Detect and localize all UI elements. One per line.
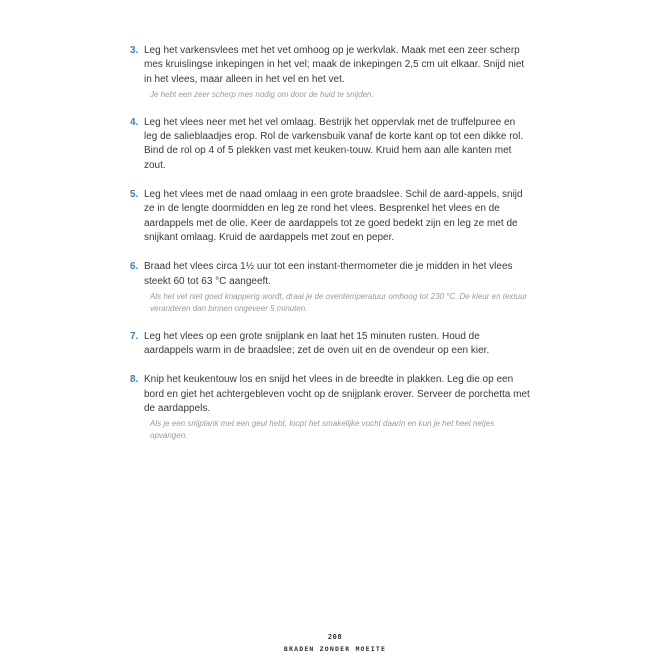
step-instruction: Braad het vlees circa 1½ uur tot een instant-thermometer die je midden in het vlees steekt 60 tot 63 °C aangeeft. (144, 261, 513, 287)
step-instruction: Leg het vlees neer met het vel omlaag. Bestrijk het oppervlak met de truffelpuree en leg de salieblaadjes erop. Rol de varkensbuik vanaf de korte kant op tot een dikke rol. Bind de rol op 4 of 5 plekken vast met keuken-touw. Kruid hem aan alle kanten met zout. (144, 116, 524, 171)
step-instruction: Leg het varkensvlees met het vet omhoog op je werkvlak. Maak met een zeer scherp mes kruislingse inkepingen in het vel; maak de inkepingen 2,5 cm uit elkaar. Snijd niet in het vlees, maar alleen in het vel en het vet. (144, 45, 525, 85)
recipe-step-5 (130, 188, 530, 245)
step-number: 5. (130, 189, 139, 201)
recipe-step-8 (130, 373, 530, 442)
step-tip: Als je een snijplank met een geul hebt, loopt het smakelijke vocht daarin en kun je het heel netjes opvangen. (150, 419, 495, 441)
recipe-steps (130, 44, 530, 457)
recipe-step-4 (130, 116, 530, 173)
page-number: 208 (327, 633, 343, 641)
step-instruction: Leg het vlees met de naad omlaag in een grote braadslee. Schil de aard-appels, snijd ze in de lengte doormidden en leg ze rond het vlees. Besprenkel het vlees en de aardappels met de olie. Keer de aardappels tot ze goed bedekt zijn en leg ze met de snijkant omlaag. Kruid de aardappels met zout en peper. (144, 189, 523, 243)
step-instruction: Leg het vlees op een grote snijplank en laat het 15 minuten rusten. Houd de aardappels warm in de braadslee; zet de oven uit en de ovendeur op een kier. (144, 330, 490, 357)
step-number: 6. (130, 261, 139, 273)
step-tip: Je hebt een zeer scherp mes nodig om door de huid te snijden. (150, 89, 374, 99)
step-instruction: Knip het keukentouw los en snijd het vlees in de breedte in plakken. Leg die op een bord en giet het achtergebleven vocht op de snijplank erover. Serveer de porchetta met de aardappels. (144, 374, 530, 415)
running-footer-title: BRADEN ZONDER MOEITE (283, 645, 387, 653)
step-number: 4. (130, 116, 139, 128)
step-number: 7. (130, 330, 139, 342)
recipe-step-3 (130, 44, 530, 101)
step-tip: Als het vet niet goed knapperig wordt, draai je de oventemperatuur omhoog tot 230 °C. De kleur en textuur veranderen dan binnen ongeveer 5 minuten. (150, 291, 528, 313)
step-number: 3. (130, 45, 139, 56)
recipe-step-6 (130, 260, 530, 315)
recipe-step-7 (130, 330, 530, 359)
step-number: 8. (130, 374, 139, 386)
